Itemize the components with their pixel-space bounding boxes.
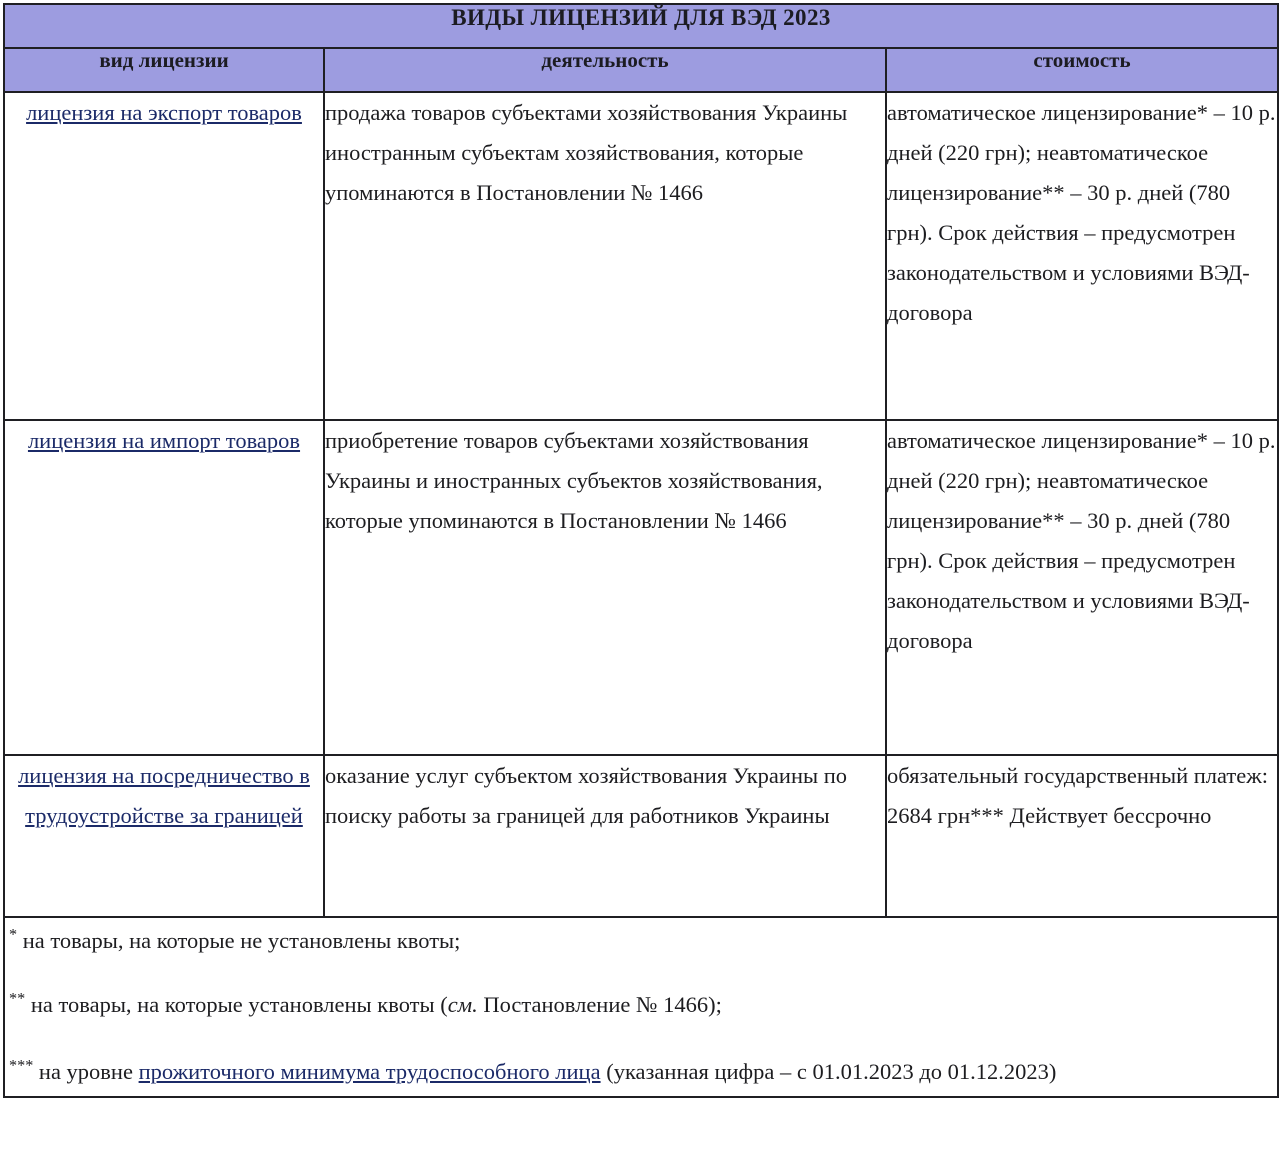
table-title-cell [4, 4, 1278, 48]
subsistence-minimum-link[interactable]: прожиточного минимума трудоспособного лица [138, 1058, 601, 1084]
license-type-cell [4, 755, 324, 917]
footnote-text-2-after: Постановление № 1466); [477, 991, 722, 1017]
license-type-link-employment-mediation[interactable]: лицензия на посредничество в трудоустройстве за границей [18, 763, 310, 829]
footnote-text-2-italic: см. [447, 991, 478, 1017]
activity-cell [324, 92, 886, 420]
page-title: ВИДЫ ЛИЦЕНЗИЙ ДЛЯ ВЭД 2023 [451, 5, 831, 30]
license-type-link-import[interactable]: лицензия на импорт товаров [27, 428, 301, 453]
column-header-label: деятельность [541, 48, 669, 72]
footnote-marker-1: * [9, 925, 18, 944]
license-type-cell [4, 92, 324, 420]
footnote-text-1: на товары, на которые не установлены квоты; [17, 928, 461, 953]
column-header-activity [324, 48, 886, 92]
cost-text: автоматическое лицензирование* – 10 р. дней (220 грн); неавтоматическое лицензирование** – 30 р. дней (780 грн). Срок действия – предусмотрен законодательством и условиями ВЭД-договора [887, 428, 1276, 654]
license-type-link-export[interactable]: лицензия на экспорт товаров [26, 100, 302, 125]
table-row [4, 92, 1278, 420]
column-header-label: вид лицензии [99, 48, 229, 72]
activity-cell [324, 420, 886, 755]
table-row [4, 755, 1278, 917]
footnotes-cell [4, 917, 1278, 1097]
footnote-double-asterisk [9, 988, 1273, 1022]
column-header-label: стоимость [1033, 48, 1131, 72]
license-types-table-page [0, 3, 1280, 1174]
footnotes-row [4, 917, 1278, 1097]
cost-cell [886, 420, 1278, 755]
license-types-table [3, 3, 1279, 1098]
activity-text: продажа товаров субъектами хозяйствования Украины иностранным субъектам хозяйствования, которые упоминаются в Постановлении № 1466 [325, 100, 848, 206]
table-title-row [4, 4, 1278, 48]
footnote-marker-3: *** [9, 1056, 34, 1074]
cost-cell [886, 755, 1278, 917]
footnote-triple-asterisk [9, 1052, 1273, 1092]
footnote-text-3-before: на уровне [33, 1058, 139, 1084]
cost-text: обязательный государственный платеж: 2684 грн*** Действует бессрочно [887, 763, 1269, 829]
cost-cell [886, 92, 1278, 420]
activity-text: оказание услуг субъектом хозяйствования Украины по поиску работы за границей для работников Украины [325, 763, 848, 829]
column-header-cost [886, 48, 1278, 92]
footnotes-container [5, 918, 1277, 1096]
activity-text: приобретение товаров субъектами хозяйствования Украины и иностранных субъектов хозяйствования, которые упоминаются в Постановлении № 1466 [325, 428, 823, 534]
license-type-cell [4, 420, 324, 755]
activity-cell [324, 755, 886, 917]
cost-text: автоматическое лицензирование* – 10 р. дней (220 грн); неавтоматическое лицензирование** – 30 р. дней (780 грн). Срок действия – предусмотрен законодательством и условиями ВЭД-договора [887, 100, 1276, 326]
footnote-single-asterisk [9, 924, 1273, 958]
footnote-text-3-after: (указанная цифра – с 01.01.2023 до 01.12.2023) [600, 1058, 1057, 1084]
footnote-marker-2: ** [9, 989, 26, 1008]
table-row [4, 420, 1278, 755]
column-header-license-type [4, 48, 324, 92]
table-header-row [4, 48, 1278, 92]
footnote-text-2-before: на товары, на которые установлены квоты ( [25, 991, 448, 1017]
